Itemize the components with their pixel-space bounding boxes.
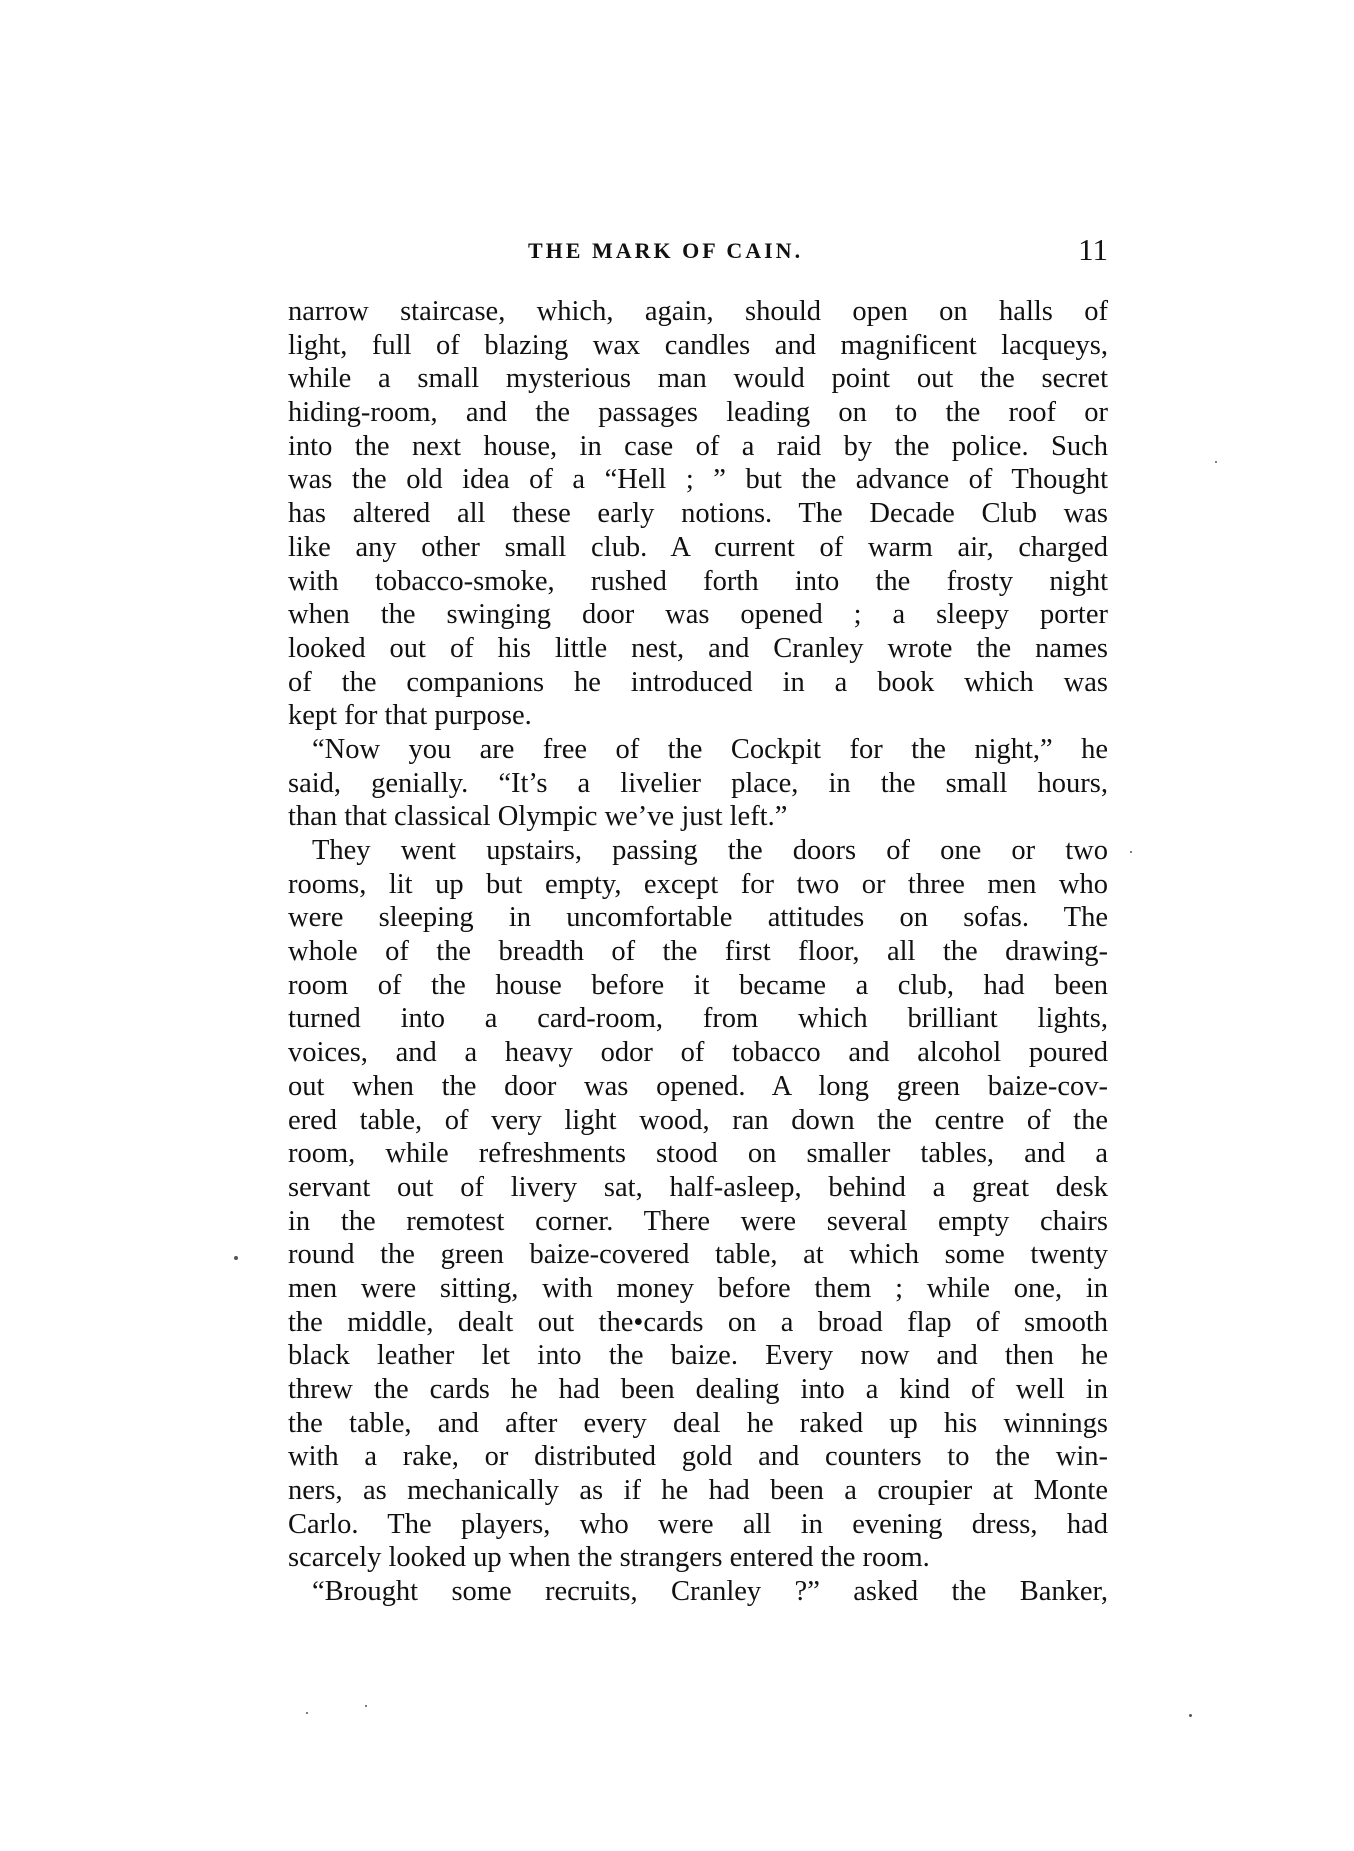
text-line: was the old idea of a “Hell ; ” but the advance of Thought — [288, 464, 1108, 496]
text-line: room, while refreshments stood on smaller tables, and a — [288, 1138, 1108, 1170]
body-text — [288, 295, 1108, 1609]
text-line: were sleeping in uncomfortable attitudes on sofas. The — [288, 902, 1108, 934]
text-line: the middle, dealt out the•cards on a broad flap of smooth — [288, 1306, 1108, 1338]
text-line: kept for that purpose. — [288, 700, 532, 732]
text-line: ered table, of very light wood, ran down the centre of the — [288, 1104, 1108, 1136]
text-line: round the green baize-covered table, at which some twenty — [288, 1239, 1108, 1271]
text-line: than that classical Olympic we’ve just left.” — [288, 801, 788, 833]
text-line: servant out of livery sat, half-asleep, behind a great desk — [288, 1171, 1108, 1203]
text-line: with a rake, or distributed gold and counters to the win- — [288, 1441, 1108, 1473]
text-line: into the next house, in case of a raid by the police. Such — [288, 430, 1108, 462]
print-speck — [1130, 851, 1132, 853]
print-speck — [1215, 461, 1217, 463]
text-line: has altered all these early notions. The Decade Club was — [288, 498, 1108, 530]
text-line: when the swinging door was opened ; a sleepy porter — [288, 599, 1108, 631]
text-line: room of the house before it became a club, had been — [288, 969, 1108, 1001]
text-line: ners, as mechanically as if he had been a croupier at Monte — [288, 1475, 1108, 1507]
print-speck — [365, 1705, 367, 1707]
text-line: narrow staircase, which, again, should open on halls of — [288, 296, 1108, 327]
text-line: They went upstairs, passing the doors of one or two — [312, 835, 1108, 866]
running-title: THE MARK OF CAIN. — [528, 238, 804, 263]
text-line: said, genially. “It’s a livelier place, in the small hours, — [288, 767, 1108, 799]
text-line: looked out of his little nest, and Cranley wrote the names — [288, 632, 1108, 664]
text-line: of the companions he introduced in a book which was — [288, 666, 1108, 698]
text-line: with tobacco-smoke, rushed forth into the frosty night — [288, 565, 1108, 597]
page-number: 11 — [1078, 232, 1108, 267]
text-line: hiding-room, and the passages leading on to the roof or — [288, 397, 1108, 429]
print-speck — [234, 1256, 238, 1260]
text-line: light, full of blazing wax candles and magnificent lacqueys, — [288, 329, 1108, 361]
text-line: voices, and a heavy odor of tobacco and alcohol poured — [288, 1037, 1108, 1069]
text-line: whole of the breadth of the first floor, all the drawing- — [288, 936, 1108, 968]
text-line: scarcely looked up when the strangers entered the room. — [288, 1542, 930, 1574]
running-header — [288, 232, 1108, 272]
text-line: “Brought some recruits, Cranley ?” asked the Banker, — [312, 1576, 1108, 1608]
text-line: black leather let into the baize. Every now and then he — [288, 1340, 1108, 1372]
text-line: the table, and after every deal he raked up his winnings — [288, 1407, 1108, 1439]
text-line: “Now you are free of the Cockpit for the night,” he — [312, 733, 1108, 765]
print-speck — [306, 1712, 308, 1714]
text-line: men were sitting, with money before them ; while one, in — [288, 1272, 1108, 1304]
text-line: Carlo. The players, who were all in evening dress, had — [288, 1508, 1108, 1540]
text-line: in the remotest corner. There were several empty chairs — [288, 1205, 1108, 1237]
text-line: like any other small club. A current of warm air, charged — [288, 531, 1108, 563]
text-line: while a small mysterious man would point out the secret — [288, 363, 1108, 395]
print-speck — [1189, 1714, 1192, 1717]
text-line: out when the door was opened. A long green baize-cov- — [288, 1070, 1108, 1102]
text-line: rooms, lit up but empty, except for two or three men who — [288, 868, 1108, 900]
text-line: threw the cards he had been dealing into a kind of well in — [288, 1374, 1108, 1405]
text-line: turned into a card-room, from which brilliant lights, — [288, 1003, 1108, 1035]
